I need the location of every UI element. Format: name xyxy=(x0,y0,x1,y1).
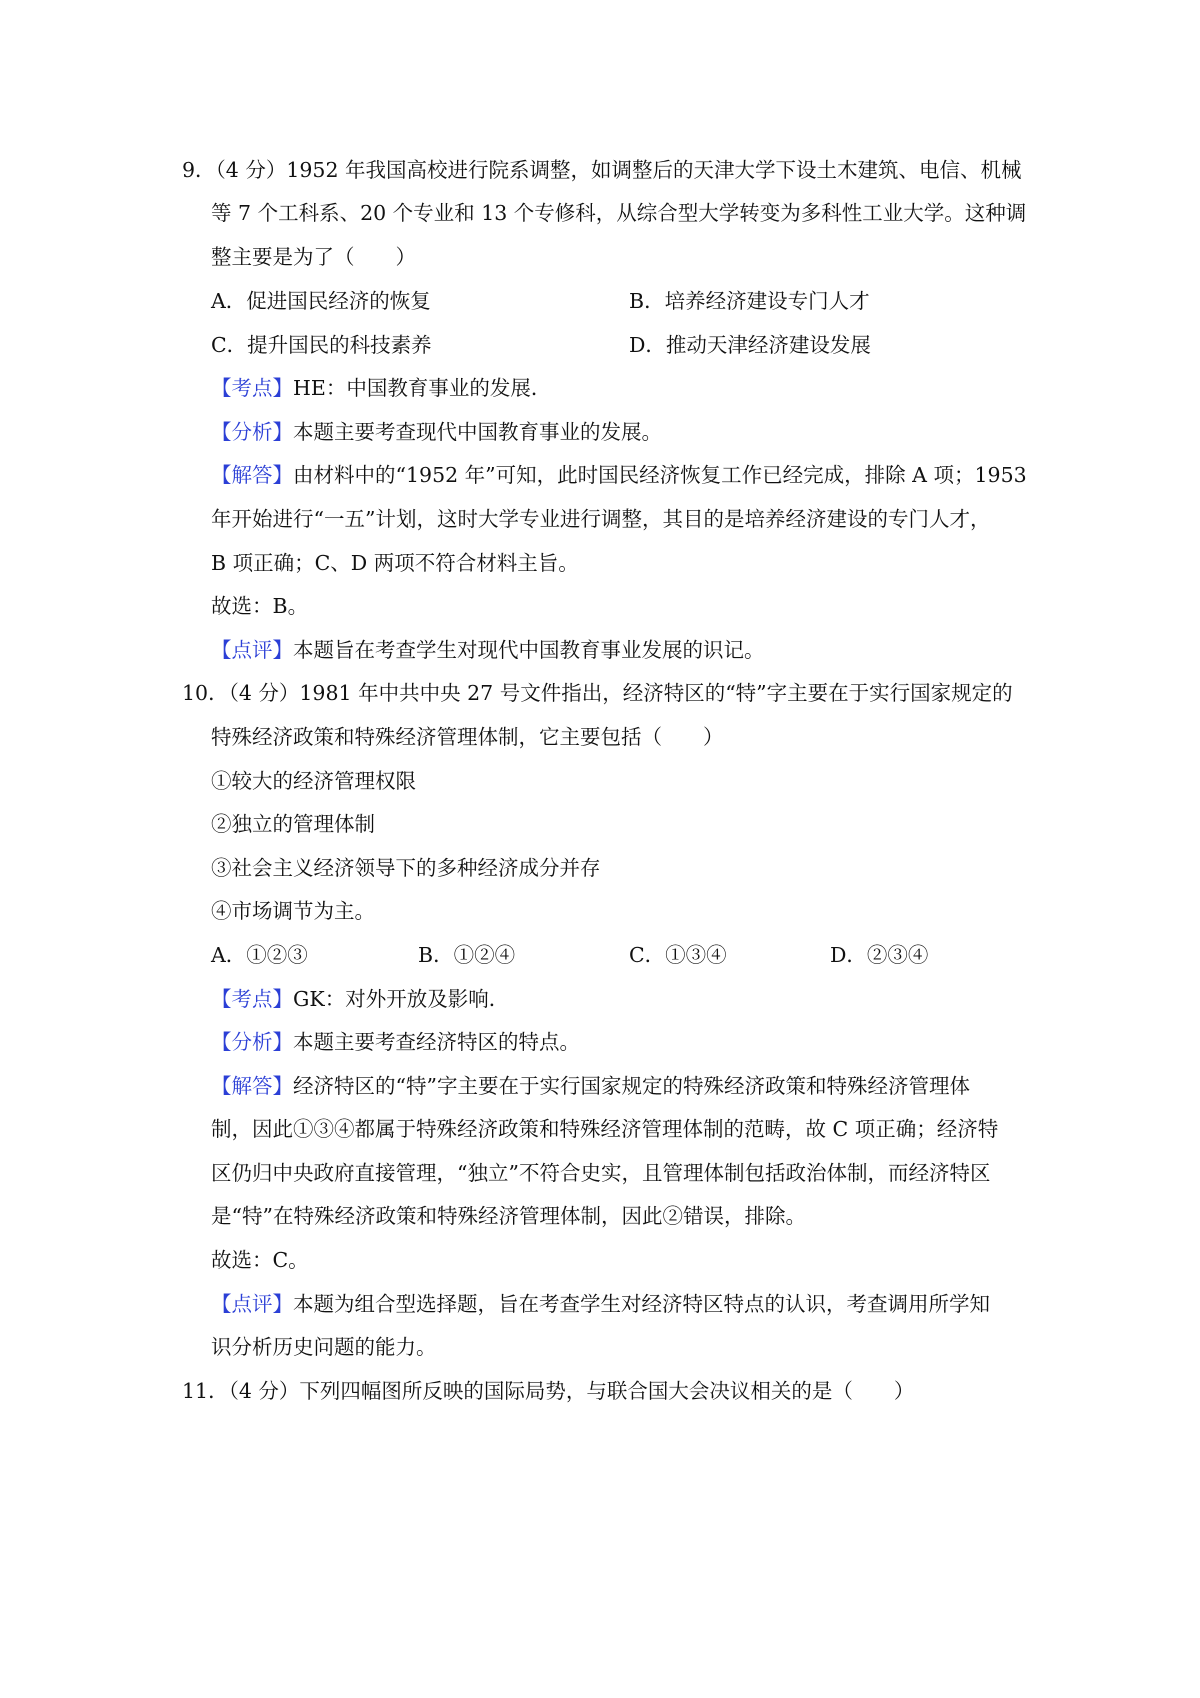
q9-stem-line-2: 等 7 个工科系、20 个专业和 13 个专修科，从综合型大学转变为多科性工业大学。这种调 xyxy=(211,201,1027,225)
jieda-tag: 【解答】 xyxy=(211,1074,293,1098)
q10-dianping xyxy=(211,1289,990,1319)
dianping-tag: 【点评】 xyxy=(211,638,293,662)
dianping-text: 本题旨在考查学生对现代中国教育事业发展的识记。 xyxy=(293,638,765,662)
dianping-tag: 【点评】 xyxy=(211,1292,293,1316)
kaodian-tag: 【考点】 xyxy=(211,987,293,1011)
q10-fenxi xyxy=(211,1027,580,1057)
kaodian-text: HE：中国教育事业的发展． xyxy=(293,376,552,400)
q9-fenxi xyxy=(211,417,662,447)
fenxi-text: 本题主要考查现代中国教育事业的发展。 xyxy=(293,420,662,444)
q10-stem-line-1: 10．（4 分）1981 年中共中央 27 号文件指出，经济特区的“特”字主要在于实行国家规定的 xyxy=(182,681,1013,705)
q9-jieda xyxy=(211,460,1027,490)
q9-jieda-line-2: 年开始进行“一五”计划，这时大学专业进行调整，其目的是培养经济建设的专门人才， xyxy=(211,507,991,531)
q10-jieda-line-2: 制，因此①③④都属于特殊经济政策和特殊经济管理体制的范畴，故 C 项正确；经济特 xyxy=(211,1117,999,1141)
kaodian-tag: 【考点】 xyxy=(211,376,293,400)
q9-answer: 故选：B。 xyxy=(211,594,309,618)
q10-kaodian xyxy=(211,984,509,1014)
kaodian-text: GK：对外开放及影响． xyxy=(293,987,510,1011)
q9-option-c: C．提升国民的科技素养 xyxy=(211,333,432,357)
q10-stem-line-2: 特殊经济政策和特殊经济管理体制，它主要包括（ ） xyxy=(211,725,724,749)
q9-option-a: A．促进国民经济的恢复 xyxy=(211,289,431,313)
fenxi-text: 本题主要考查经济特区的特点。 xyxy=(293,1030,580,1054)
jieda-text: 由材料中的“1952 年”可知，此时国民经济恢复工作已经完成，排除 A 项；1953 xyxy=(293,463,1027,487)
q10-item-3: ③社会主义经济领导下的多种经济成分并存 xyxy=(211,856,601,880)
q11-stem-line-1: 11．（4 分）下列四幅图所反映的国际局势，与联合国大会决议相关的是（ ） xyxy=(182,1379,915,1403)
q9-kaodian xyxy=(211,373,551,403)
fenxi-tag: 【分析】 xyxy=(211,1030,293,1054)
q10-option-c: C．①③④ xyxy=(629,943,727,967)
q10-item-4: ④市场调节为主。 xyxy=(211,899,375,923)
q10-dianping-line-2: 识分析历史问题的能力。 xyxy=(211,1335,437,1359)
q10-option-a: A．①②③ xyxy=(211,943,308,967)
q10-jieda-line-3: 区仍归中央政府直接管理，“独立”不符合史实，且管理体制包括政治体制，而经济特区 xyxy=(211,1161,991,1185)
jieda-tag: 【解答】 xyxy=(211,463,293,487)
q10-jieda xyxy=(211,1071,970,1101)
q9-stem-line-1: 9．（4 分）1952 年我国高校进行院系调整，如调整后的天津大学下设土木建筑、电信、机械 xyxy=(182,158,1022,182)
q10-item-1: ①较大的经济管理权限 xyxy=(211,769,416,793)
q9-jieda-line-3: B 项正确；C、D 两项不符合材料主旨。 xyxy=(211,551,579,575)
q10-jieda-line-4: 是“特”在特殊经济政策和特殊经济管理体制，因此②错误，排除。 xyxy=(211,1204,806,1228)
q10-option-b: B．①②④ xyxy=(418,943,516,967)
q9-dianping xyxy=(211,635,765,665)
q9-option-d: D．推动天津经济建设发展 xyxy=(629,333,871,357)
q9-stem-line-3: 整主要是为了（ ） xyxy=(211,245,416,269)
q9-option-b: B．培养经济建设专门人才 xyxy=(629,289,870,313)
q10-option-d: D．②③④ xyxy=(830,943,929,967)
jieda-text: 经济特区的“特”字主要在于实行国家规定的特殊经济政策和特殊经济管理体 xyxy=(293,1074,970,1098)
q10-item-2: ②独立的管理体制 xyxy=(211,812,375,836)
fenxi-tag: 【分析】 xyxy=(211,420,293,444)
q10-answer: 故选：C。 xyxy=(211,1248,309,1272)
dianping-text: 本题为组合型选择题，旨在考查学生对经济特区特点的认识，考查调用所学知 xyxy=(293,1292,990,1316)
